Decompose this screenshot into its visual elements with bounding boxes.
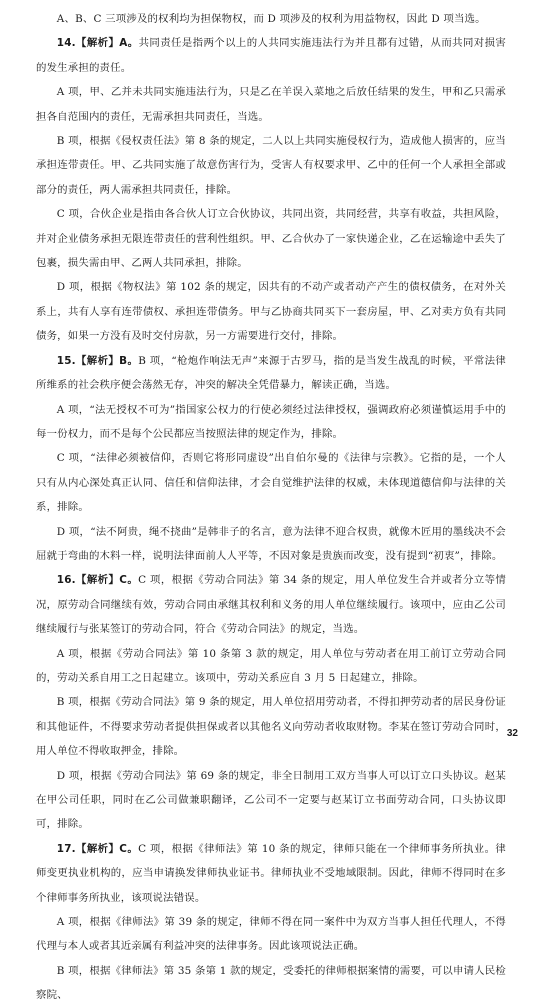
paragraph-text: B 项，根据《侵权责任法》第 8 条的规定，二人以上共同实施侵权行为，造成他人损害的，应当承担连带责任。甲、乙共同实施了故意伤害行为，受害人有权要求甲、乙中的任何一个人承担全部或部分的责任，两人需承担共同责任，排除。: [36, 135, 506, 196]
answer-letter: A。: [119, 37, 139, 50]
paragraph-text: C 项，根据《律师法》第 10 条的规定，律师只能在一个律师事务所执业。律师变更执业机构的，应当申请换发律师执业证书。律师执业不受地域限制。因此，律师不得同时在多个律师事务所执业，该项说法错误。: [36, 842, 506, 904]
document-body: [36, 7, 506, 1008]
analysis-tag: 【解析】: [75, 354, 120, 367]
answer-letter: C。: [119, 842, 139, 855]
paragraph-text: D 项，根据《劳动合同法》第 69 条的规定，非全日制用工双方当事人可以订立口头协议。赵某在甲公司任职，同时在乙公司做兼职翻译，乙公司不一定要与赵某订立书面劳动合同，口头协议即可，排除。: [36, 769, 506, 831]
paragraph-text: A 项，根据《劳动合同法》第 10 条第 3 款的规定，用人单位与劳动者在用工前订立劳动合同的，劳动关系自用工之日起建立。该项中，劳动关系应自 3 月 5 日起建立，排除。: [36, 647, 506, 684]
paragraph-7: [36, 398, 506, 447]
paragraph-11: [36, 642, 506, 691]
question-number: 17.: [56, 842, 76, 855]
paragraph-text: 共同责任是指两个以上的人共同实施违法行为并且都有过错，从而共同对损害的发生承担的责任。: [36, 37, 506, 74]
paragraph-2: [36, 80, 506, 129]
paragraph-9: [36, 520, 506, 569]
paragraph-text: B 项，“枪炮作响法无声”来源于古罗马，指的是当发生战乱的时候，平常法律所维系的社会秩序便会荡然无存，冲突的解决全凭借暴力，解读正确，当选。: [36, 354, 506, 392]
paragraph-13: [36, 764, 506, 837]
paragraph-text: C 项，根据《劳动合同法》第 34 条的规定，用人单位发生合并或者分立等情况，原劳动合同继续有效，劳动合同由承继其权利和义务的用人单位继续履行。该项中，应由乙公司继续履行与张某签订的劳动合同，符合《劳动合同法》的规定，当选。: [36, 574, 506, 636]
analysis-tag: 【解析】: [75, 842, 120, 855]
answer-letter: C。: [119, 574, 139, 587]
question-number: 14.: [56, 37, 76, 50]
paragraph-text: B 项，根据《劳动合同法》第 9 条的规定，用人单位招用劳动者，不得扣押劳动者的居民身份证和其他证件，不得要求劳动者提供担保或者以其他名义向劳动者收取财物。李某在签订劳动合同时，用人单位不得收取押金，排除。: [36, 696, 506, 758]
paragraph-16: [36, 959, 506, 1008]
page-number: 32: [506, 728, 518, 739]
answer-letter: B。: [119, 354, 139, 367]
paragraph-8: [36, 446, 506, 519]
paragraph-4: [36, 202, 506, 275]
paragraph-text: C 项，“法律必须被信仰，否则它将形同虚设”出自伯尔曼的《法律与宗教》。它指的是，一个人只有从内心深处真正认同、信任和信仰法律，才会自觉维护法律的权威，未体现道德信仰与法律的关系，排除。: [36, 452, 506, 514]
paragraph-15-header: [36, 349, 506, 398]
analysis-tag: 【解析】: [75, 37, 120, 50]
paragraph-text: A 项，甲、乙并未共同实施违法行为，只是乙在羊误入菜地之后放任结果的发生，甲和乙只需承担各自范围内的责任，无需承担共同责任，当选。: [36, 86, 506, 123]
paragraph-5: [36, 275, 506, 348]
question-number: 16.: [56, 574, 76, 587]
paragraph-text: B 项，根据《律师法》第 35 条第 1 款的规定，受委托的律师根据案情的需要，可以申请人民检察院、: [36, 964, 506, 1002]
paragraph-text: A 项，根据《律师法》第 39 条的规定，律师不得在同一案件中为双方当事人担任代理人，不得代理与本人或者其近亲属有利益冲突的法律事务。因此该项说法正确。: [36, 916, 506, 953]
paragraph-17-header: [36, 837, 506, 910]
paragraph-text: C 项，合伙企业是指由各合伙人订立合伙协议，共同出资，共同经营，共享有收益，共担风险，并对企业债务承担无限连带责任的营利性组织。甲、乙合伙办了一家快递企业，乙在运输途中丢失了包裹，损失需由甲、乙两人共同承担，排除。: [36, 208, 506, 270]
paragraph-text: D 项，根据《物权法》第 102 条的规定，因共有的不动产或者动产产生的债权债务，在对外关系上，共有人享有连带债权、承担连带债务。甲与乙协商共同买下一套房屋，甲、乙对卖方负有共同债务，如果一方没有及时交付房款，另一方需要进行交付，排除。: [36, 281, 506, 343]
paragraph-3: [36, 129, 506, 202]
question-number: 15.: [56, 354, 76, 367]
paragraph-15: [36, 910, 506, 959]
paragraph-14-header: [36, 31, 506, 80]
paragraph-text: A、B、C 三项涉及的权利均为担保物权，而 D 项涉及的权利为用益物权，因此 D 项当选。: [56, 13, 486, 25]
paragraph-16-header: [36, 568, 506, 641]
paragraph-text: A 项，“法无授权不可为”指国家公权力的行使必须经过法律授权，强调政府必须谨慎运用手中的每一份权力，而不是每个公民都应当按照法律的规定作为，排除。: [36, 403, 506, 440]
analysis-tag: 【解析】: [75, 574, 120, 587]
paragraph-0: [36, 7, 506, 31]
paragraph-text: D 项，“法不阿贵，绳不挠曲”是韩非子的名言，意为法律不迎合权贵，就像木匠用的墨线决不会屈就于弯曲的木料一样，说明法律面前人人平等，不因对象是贵族而改变，没有提到“初衷”，排除。: [36, 525, 506, 562]
